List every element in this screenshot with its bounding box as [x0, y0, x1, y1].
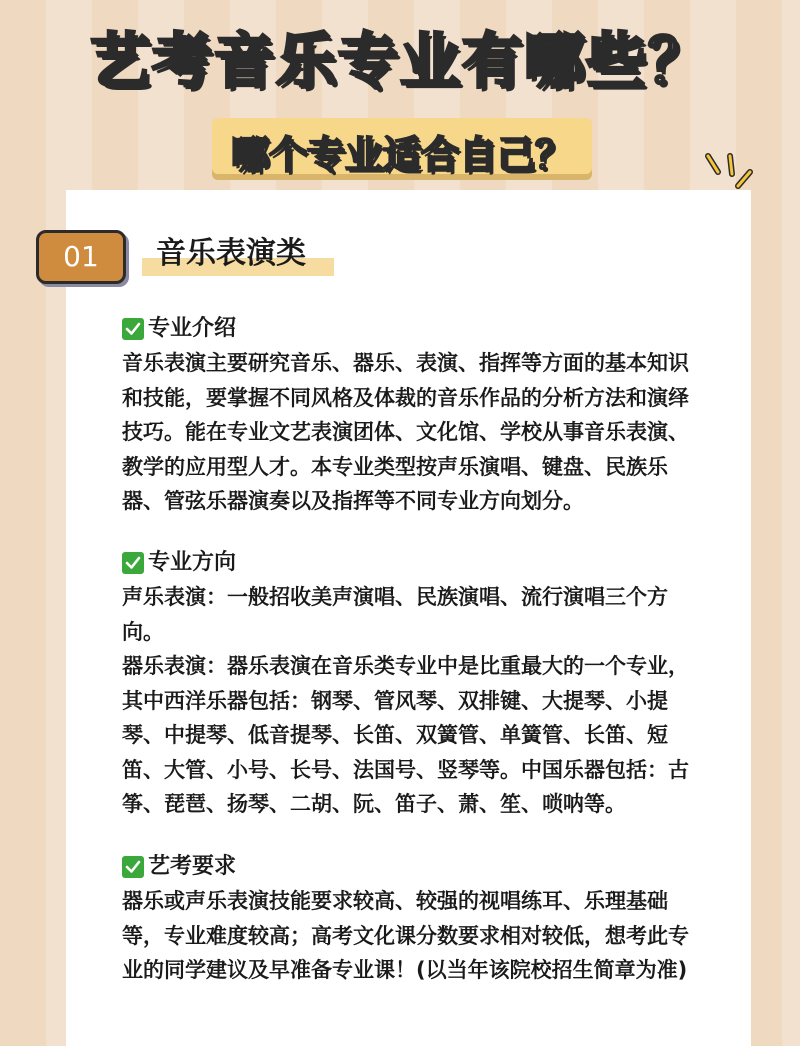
block-heading	[122, 546, 722, 580]
block-line: 器乐或声乐表演技能要求较高、较强的视唱练耳、乐理基础	[122, 889, 668, 913]
subtitle-banner	[212, 118, 592, 177]
direction-block	[122, 546, 722, 822]
block-heading-label: 专业介绍	[148, 316, 237, 341]
check-icon	[122, 318, 144, 340]
block-line: 音乐表演主要研究音乐、器乐、表演、指挥等方面的基本知识	[122, 351, 689, 375]
page-title: 艺考音乐专业有哪些？	[90, 27, 710, 97]
block-line: 向。	[122, 619, 164, 644]
block-line: 琴、中提琴、低音提琴、长笛、双簧管、单簧管、长笛、短	[122, 723, 668, 747]
block-line: 声乐表演：一般招收美声演唱、民族演唱、流行演唱三个方	[122, 585, 668, 609]
block-line: 笛、大管、小号、长号、法国号、竖琴等。中国乐器包括：古	[122, 757, 689, 782]
block-line: 技巧。能在专业文艺表演团体、文化馆、学校从事音乐表演、	[122, 420, 689, 444]
section-title: 音乐表演类	[156, 236, 306, 271]
check-icon	[122, 856, 144, 878]
block-line: 器、管弦乐器演奏以及指挥等不同专业方向划分。	[122, 489, 584, 513]
block-heading-label: 艺考要求	[148, 854, 237, 879]
section-number-badge	[36, 230, 126, 284]
block-line: 业的同学建议及早准备专业课！(以当年该院校招生简章为准)	[122, 958, 688, 982]
block-line: 器乐表演：器乐表演在音乐类专业中是比重最大的一个专业，	[122, 654, 689, 678]
block-heading	[122, 850, 722, 884]
block-heading-label: 专业方向	[148, 550, 237, 575]
requirements-block	[122, 850, 722, 988]
block-line: 教学的应用型人才。本专业类型按声乐演唱、键盘、民族乐	[122, 454, 668, 479]
section-number: 01	[63, 240, 99, 273]
intro-block	[122, 312, 722, 519]
block-line: 筝、琵琶、扬琴、二胡、阮、笛子、萧、笙、唢呐等。	[122, 792, 626, 816]
page-subtitle: 哪个专业适合自己？	[230, 133, 573, 177]
block-line: 其中西洋乐器包括：钢琴、管风琴、双排键、大提琴、小提	[122, 688, 668, 713]
block-line: 和技能，要掌握不同风格及体裁的音乐作品的分析方法和演绎	[122, 385, 689, 410]
check-icon	[122, 552, 144, 574]
block-heading	[122, 312, 722, 346]
block-line: 等，专业难度较高；高考文化课分数要求相对较低，想考此专	[122, 923, 689, 948]
